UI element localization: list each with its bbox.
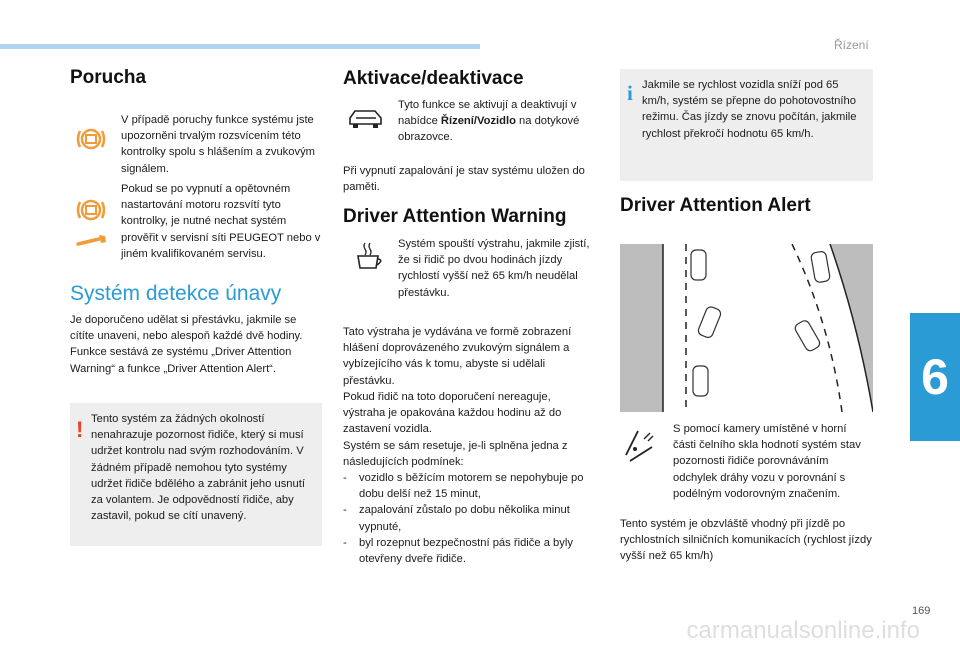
info-icon: i — [627, 81, 633, 105]
list-item: - zapalování zůstalo po dobu několika minut vypnuté, — [343, 504, 570, 533]
info-box-text: Jakmile se rychlost vozidla sníží pod 65 km/h, systém se přepne do pohotovostního režimu. Čas jízdy se znovu počítán, jakmile rychlost překročí hodnotu 65 km/h. — [642, 79, 857, 140]
car-icon — [347, 106, 385, 132]
fatigue-heading: Systém detekce únavy — [70, 282, 282, 305]
list-item: - vozidlo s běžícím motorem se nepohybuje po dobu delší než 15 minut, — [343, 472, 584, 501]
lane-camera-icon — [622, 425, 658, 463]
activation-heading: Aktivace/deaktivace — [343, 68, 524, 89]
warning-lamp-icon — [74, 193, 108, 227]
daw-paragraph-3: Pokud řidič na toto doporučení nereaguje, výstraha je opakována každou hodinu až do zastavení vozidla. — [343, 391, 562, 436]
daw-heading: Driver Attention Warning — [343, 206, 567, 227]
list-item: - byl rozepnut bezpečnostní pás řidiče a byly otevřeny dveře řidiče. — [343, 536, 573, 566]
fatigue-paragraph: Je doporučeno udělat si přestávku, jakmile se cítíte unaveni, nebo alespoň každé dvě hodiny. Funkce sestává ze systému „Driver Attention Warning“ a funkce „Driver Attention Alert“. — [70, 314, 303, 375]
menu-path: Řízení/Vozidlo — [440, 115, 516, 128]
section-title: Řízení — [834, 38, 869, 52]
daw-paragraph-1: Systém spouští výstrahu, jakmile zjistí, že si řidič po dvou hodinách jízdy rychlostí vyšší než 65 km/h neudělal přestávku. — [398, 238, 590, 299]
suited-paragraph: Tento systém je obzvláště vhodný při jízdě po rychlostních silničních komunikacích (rychlost jízdy vyšší než 65 km/h) — [620, 518, 872, 563]
watermark: carmanualsonline.info — [686, 617, 920, 644]
warning-lamp-icon — [74, 122, 108, 156]
porucha-heading: Porucha — [70, 67, 147, 88]
memory-paragraph: Při vypnutí zapalování je stav systému uložen do paměti. — [343, 165, 585, 194]
header-bar — [0, 44, 480, 49]
wrench-icon — [75, 233, 109, 249]
warning-box-text: Tento systém za žádných okolností nenahrazuje pozornost řidiče, který si musí udržet kontrolu nad svým rozhodováním. V žádném případě nemohou tyto systémy udržet řidiče bdělého a zabránit jeho usnutí za volantem. Je odpovědností řidiče, aby zastavil, pokud se cítí unavený. — [91, 413, 305, 523]
warning-box — [70, 403, 322, 546]
conditions-list — [343, 470, 595, 567]
chapter-tab: 6 — [910, 313, 960, 441]
daw-paragraph-2: Tato výstraha je vydávána ve formě zobrazení hlášení doprovázeného zvukovým signálem a vybízejícího vás k tomu, abyste si udělali přestávku. — [343, 326, 572, 387]
porucha-paragraph-1: V případě poruchy funkce systému jste upozorněni trvalým rozsvícením této kontrolky spolu s hlášením a zvukovým signálem. — [121, 114, 315, 175]
lane-departure-illustration — [620, 244, 873, 412]
info-box — [620, 69, 873, 181]
coffee-cup-icon — [351, 241, 387, 273]
camera-paragraph: S pomocí kamery umístěné v horní části čelního skla hodnotí systém stav pozornosti řidiče porovnáváním odchylek dráhy vozu v porovnání s podélným vodorovným značením. — [673, 423, 861, 500]
reset-paragraph: Systém se sám resetuje, je-li splněna jedna z následujících podmínek: — [343, 440, 568, 469]
porucha-paragraph-2: Pokud se po vypnutí a opětovném nastartování motoru rozsvítí tyto kontrolky, je nutné nechat systém prověřit v servisní síti PEUGEOT nebo v jiném kvalifikovaném servisu. — [121, 183, 321, 260]
page-number: 169 — [912, 605, 931, 617]
daa-heading: Driver Attention Alert — [620, 195, 811, 216]
activation-paragraph: Tyto funkce se aktivují a deaktivují v nabídce Řízení/Vozidlo na dotykové obrazovce. — [398, 99, 580, 144]
exclamation-icon: ! — [76, 417, 84, 442]
